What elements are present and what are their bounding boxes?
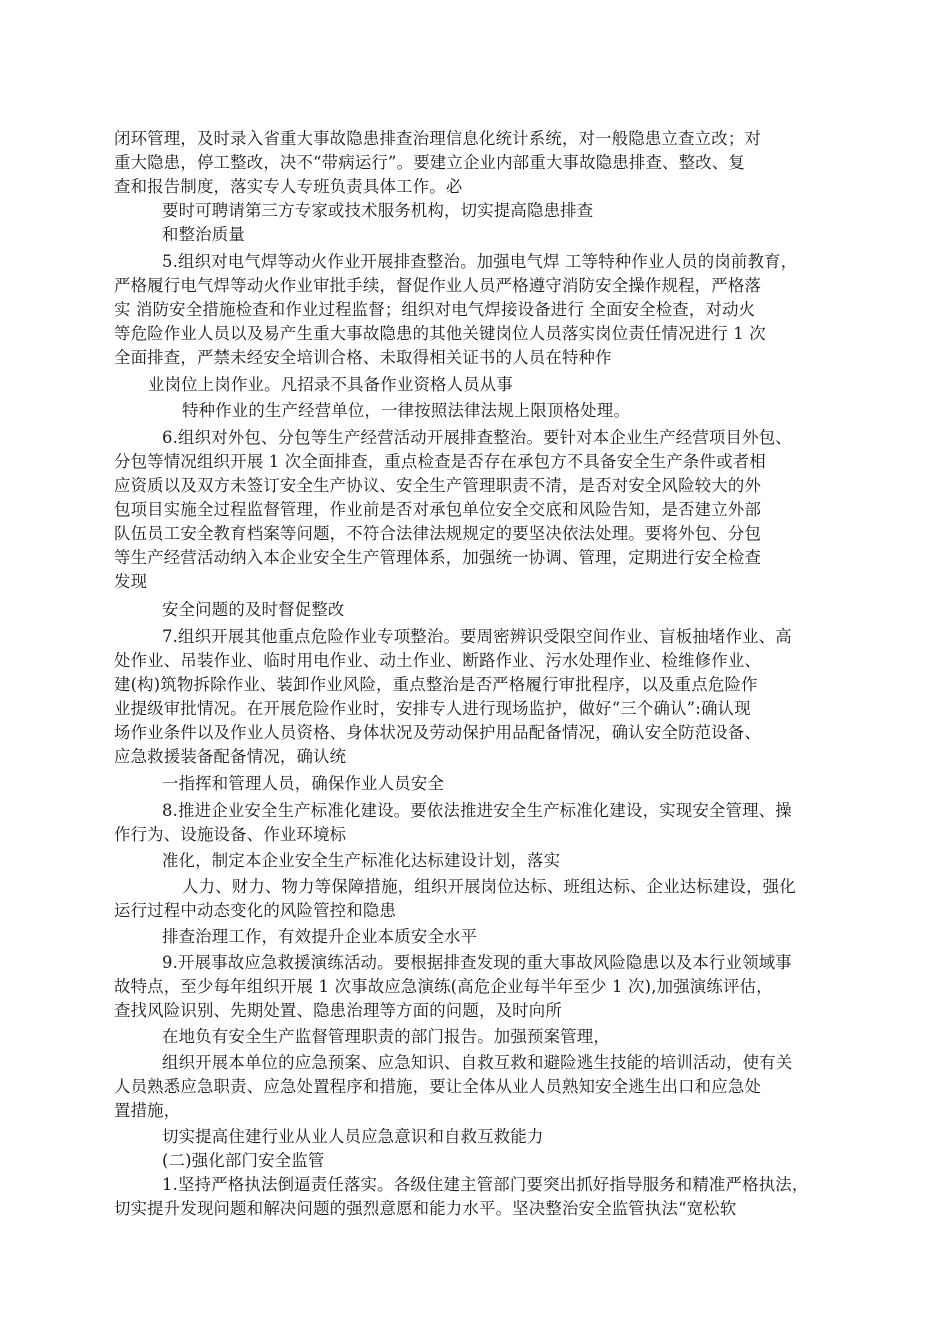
text-line: 在地负有安全生产监督管理职责的部门报告。加强预案管理，	[162, 1027, 610, 1046]
text-line: 9.开展事故应急救援演练活动。要根据排查发现的重大事故风险隐患以及本行业领域事	[162, 953, 792, 972]
text-line: 应资质以及双方未签订安全生产协议、安全生产管理职责不清，是否对安全风险较大的外	[114, 476, 762, 495]
text-line: 查和报告制度，落实专人专班负责具体工作。必	[114, 177, 463, 196]
text-line: 发现	[114, 572, 148, 591]
text-line: 7.组织开展其他重点危险作业专项整治。要周密辨识受限空间作业、盲板抽堵作业、高	[162, 627, 792, 646]
text-line: 6.组织对外包、分包等生产经营活动开展排查整治。要针对本企业生产经营项目外包、	[162, 428, 792, 447]
text-line: 建(构)筑物拆除作业、装卸作业风险，重点整治是否严格履行审批程序，以及重点危险作	[114, 675, 758, 694]
text-line: 排查治理工作，有效提升企业本质安全水平	[162, 927, 478, 946]
text-line: 5.组织对电气焊等动火作业开展排查整治。加强电气焊 工等特种作业人员的岗前教育，	[162, 252, 798, 271]
text-line: 实 消防安全措施检查和作业过程监督；组织对电气焊接设备进行 全面安全检查，对动火	[114, 300, 756, 319]
text-line: 全面排查，严禁未经安全培训合格、未取得相关证书的人员在特种作	[114, 348, 612, 367]
text-line: 严格履行电气焊等动火作业审批手续，督促作业人员严格遵守消防安全操作规程，严格落	[114, 276, 762, 295]
text-line: 运行过程中动态变化的风险管控和隐患	[114, 901, 397, 920]
text-line: 重大隐患，停工整改，决不“带病运行”。要建立企业内部重大事故隐患排查、整改、复	[114, 153, 746, 172]
text-line: 人力、财力、物力等保障措施，组织开展岗位达标、班组达标、企业达标建设，强化	[182, 877, 796, 896]
text-line: 置措施，	[114, 1101, 181, 1120]
text-line: 一指挥和管理人员，确保作业人员安全	[162, 774, 445, 793]
text-line: 切实提升发现问题和解决问题的强烈意愿和能力水平。坚决整治安全监管执法“宽松软	[114, 1199, 737, 1218]
text-line: 切实提高住建行业从业人员应急意识和自救互救能力	[162, 1127, 544, 1146]
text-line: 查找风险识别、先期处置、隐患治理等方面的问题，及时向所	[114, 1001, 562, 1020]
text-line: 队伍员工安全教育档案等问题，不符合法律法规规定的要坚决依法处理。要将外包、分包	[114, 524, 762, 543]
text-line: 和整治质量	[162, 225, 245, 244]
text-line: 组织开展本单位的应急预案、应急知识、自救互救和避险逃生技能的培训活动，使有关	[162, 1053, 793, 1072]
text-line: 闭环管理，及时录入省重大事故隐患排查治理信息化统计系统，对一般隐患立查立改；对	[114, 129, 762, 148]
text-line: 故特点，至少每年组织开展 1 次事故应急演练(高危企业每半年至少 1 次),加强演练评估，	[114, 977, 773, 996]
text-line: 处作业、吊装作业、临时用电作业、动土作业、断路作业、污水处理作业、检维修作业、	[114, 651, 762, 670]
text-line: 要时可聘请第三方专家或技术服务机构，切实提高隐患排查	[162, 201, 594, 220]
text-line: 8.推进企业安全生产标准化建设。要依法推进安全生产标准化建设，实现安全管理、操	[162, 801, 792, 820]
text-line: 业提级审批情况。在开展危险作业时，安排专人进行现场监护，做好“三个确认”:确认现	[114, 699, 751, 718]
text-line: 分包等情况组织开展 1 次全面排查，重点检查是否存在承包方不具备安全生产条件或者相	[114, 452, 766, 471]
text-line: 场作业条件以及作业人员资格、身体状况及劳动保护用品配备情况，确认安全防范设备、	[114, 723, 762, 742]
text-line: 等生产经营活动纳入本企业安全生产管理体系，加强统一协调、管理，定期进行安全检查	[114, 548, 762, 567]
text-line: 应急救援装备配备情况，确认统	[114, 747, 347, 766]
text-line: 包项目实施全过程监督管理，作业前是否对承包单位安全交底和风险告知，是否建立外部	[114, 500, 762, 519]
text-line: 1.坚持严格执法倒逼责任落实。各级住建主管部门要突出抓好指导服务和精准严格执法，	[162, 1175, 809, 1194]
text-line: 等危险作业人员以及易产生重大事故隐患的其他关键岗位人员落实岗位责任情况进行 1 次	[114, 324, 766, 343]
text-line: 作行为、设施设备、作业环境标	[114, 825, 347, 844]
text-line: 人员熟悉应急职责、应急处置程序和措施，要让全体从业人员熟知安全逃生出口和应急处	[114, 1077, 762, 1096]
section-title: (二)强化部门安全监管	[162, 1151, 325, 1170]
text-line: 安全问题的及时督促整改	[162, 600, 345, 619]
text-line: 准化，制定本企业安全生产标准化达标建设计划，落实	[162, 851, 561, 870]
text-line: 业岗位上岗作业。凡招录不具备作业资格人员从事	[148, 375, 513, 394]
text-line: 特种作业的生产经营单位，一律按照法律法规上限顶格处理。	[182, 401, 630, 420]
